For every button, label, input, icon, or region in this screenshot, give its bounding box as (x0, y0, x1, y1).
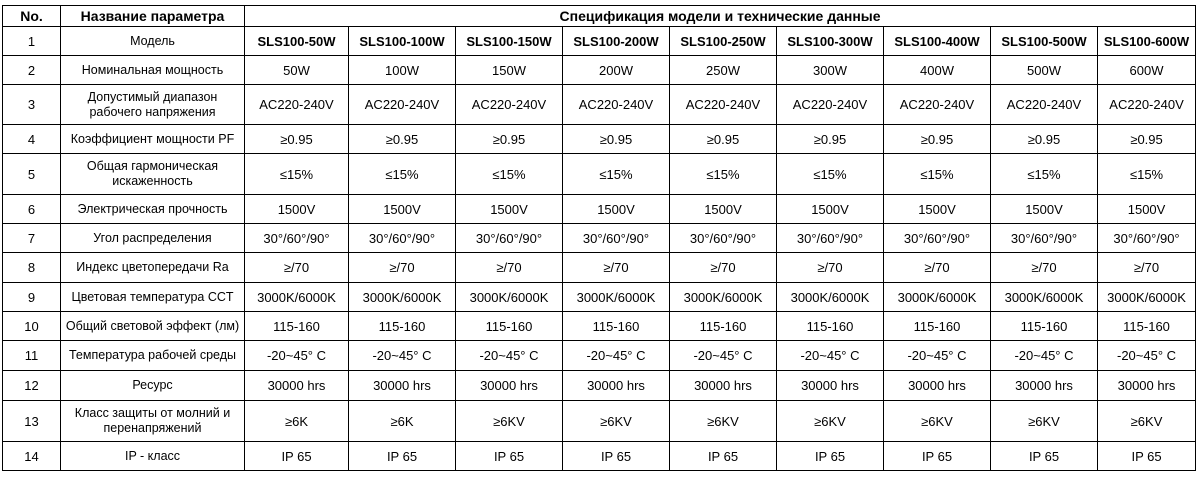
spec-value-cell: 30°/60°/90° (777, 224, 884, 253)
spec-value-cell: IP 65 (884, 442, 991, 471)
model-name-cell: SLS100-600W (1098, 27, 1196, 56)
spec-value-cell: ≥/70 (991, 253, 1098, 283)
spec-value-cell: 1500V (1098, 195, 1196, 224)
spec-value-cell: ≥0.95 (1098, 125, 1196, 154)
spec-value-cell: -20~45° C (563, 341, 670, 371)
spec-value-cell: -20~45° C (456, 341, 563, 371)
row-number: 14 (3, 442, 61, 471)
spec-value-cell: ≥0.95 (884, 125, 991, 154)
spec-value-cell: 1500V (670, 195, 777, 224)
spec-value-cell: 115-160 (991, 312, 1098, 341)
spec-value-cell: ≤15% (884, 154, 991, 195)
table-header-row (3, 6, 1196, 27)
row-number: 13 (3, 401, 61, 442)
spec-value-cell: ≥6KV (456, 401, 563, 442)
spec-value-cell: 30000 hrs (563, 371, 670, 401)
header-no: No. (3, 6, 61, 27)
model-name-cell: SLS100-300W (777, 27, 884, 56)
param-name: Номинальная мощность (61, 56, 245, 85)
spec-value-cell: ≤15% (991, 154, 1098, 195)
spec-value-cell: IP 65 (670, 442, 777, 471)
spec-value-cell: ≤15% (777, 154, 884, 195)
row-number: 2 (3, 56, 61, 85)
spec-value-cell: 115-160 (884, 312, 991, 341)
spec-value-cell: AC220-240V (991, 85, 1098, 125)
spec-value-cell: AC220-240V (349, 85, 456, 125)
spec-value-cell: 30°/60°/90° (456, 224, 563, 253)
model-name-cell: SLS100-50W (245, 27, 349, 56)
table-row (3, 27, 1196, 56)
param-name: Общая гармоническая искаженность (61, 154, 245, 195)
spec-value-cell: 1500V (884, 195, 991, 224)
table-row (3, 401, 1196, 442)
spec-value-cell: ≥6KV (991, 401, 1098, 442)
spec-value-cell: 30°/60°/90° (245, 224, 349, 253)
spec-value-cell: ≥/70 (1098, 253, 1196, 283)
spec-sheet (2, 5, 1195, 471)
spec-value-cell: 3000K/6000K (777, 283, 884, 312)
spec-value-cell: 3000K/6000K (884, 283, 991, 312)
spec-value-cell: IP 65 (456, 442, 563, 471)
spec-value-cell: 250W (670, 56, 777, 85)
spec-value-cell: AC220-240V (456, 85, 563, 125)
spec-value-cell: ≥6KV (884, 401, 991, 442)
row-number: 5 (3, 154, 61, 195)
spec-value-cell: ≤15% (563, 154, 670, 195)
row-number: 4 (3, 125, 61, 154)
spec-value-cell: 400W (884, 56, 991, 85)
table-body (3, 27, 1196, 471)
spec-value-cell: ≥/70 (456, 253, 563, 283)
spec-value-cell: 1500V (245, 195, 349, 224)
spec-value-cell: AC220-240V (884, 85, 991, 125)
table-row (3, 371, 1196, 401)
spec-value-cell: 1500V (456, 195, 563, 224)
row-number: 3 (3, 85, 61, 125)
spec-value-cell: 3000K/6000K (991, 283, 1098, 312)
table-row (3, 85, 1196, 125)
spec-value-cell: IP 65 (991, 442, 1098, 471)
spec-value-cell: 3000K/6000K (456, 283, 563, 312)
spec-value-cell: AC220-240V (777, 85, 884, 125)
table-row (3, 56, 1196, 85)
spec-table (2, 5, 1196, 471)
spec-value-cell: AC220-240V (563, 85, 670, 125)
spec-value-cell: IP 65 (349, 442, 456, 471)
spec-value-cell: 1500V (991, 195, 1098, 224)
spec-value-cell: ≥6KV (777, 401, 884, 442)
spec-value-cell: AC220-240V (245, 85, 349, 125)
table-row (3, 195, 1196, 224)
spec-value-cell: 200W (563, 56, 670, 85)
param-name: Электрическая прочность (61, 195, 245, 224)
table-row (3, 125, 1196, 154)
param-name: Модель (61, 27, 245, 56)
spec-value-cell: ≤15% (670, 154, 777, 195)
spec-value-cell: 115-160 (349, 312, 456, 341)
spec-value-cell: 3000K/6000K (563, 283, 670, 312)
spec-value-cell: ≥0.95 (456, 125, 563, 154)
spec-value-cell: 600W (1098, 56, 1196, 85)
spec-value-cell: 30°/60°/90° (1098, 224, 1196, 253)
table-row (3, 224, 1196, 253)
spec-value-cell: ≥0.95 (563, 125, 670, 154)
spec-value-cell: -20~45° C (991, 341, 1098, 371)
spec-value-cell: ≥/70 (884, 253, 991, 283)
spec-value-cell: ≥0.95 (991, 125, 1098, 154)
spec-value-cell: ≥6K (245, 401, 349, 442)
spec-value-cell: 115-160 (245, 312, 349, 341)
table-row (3, 341, 1196, 371)
spec-value-cell: 30000 hrs (670, 371, 777, 401)
param-name: Общий световой эффект (лм) (61, 312, 245, 341)
spec-value-cell: 30°/60°/90° (991, 224, 1098, 253)
param-name: Цветовая температура CCT (61, 283, 245, 312)
model-name-cell: SLS100-400W (884, 27, 991, 56)
spec-value-cell: 30°/60°/90° (563, 224, 670, 253)
table-row (3, 312, 1196, 341)
spec-value-cell: 30°/60°/90° (349, 224, 456, 253)
spec-value-cell: ≥6KV (670, 401, 777, 442)
table-row (3, 253, 1196, 283)
spec-value-cell: ≤15% (1098, 154, 1196, 195)
row-number: 8 (3, 253, 61, 283)
param-name: Индекс цветопередачи Ra (61, 253, 245, 283)
spec-value-cell: 30000 hrs (1098, 371, 1196, 401)
spec-value-cell: 1500V (349, 195, 456, 224)
param-name: Ресурс (61, 371, 245, 401)
spec-value-cell: ≥/70 (349, 253, 456, 283)
spec-value-cell: ≤15% (456, 154, 563, 195)
spec-value-cell: 150W (456, 56, 563, 85)
spec-value-cell: -20~45° C (1098, 341, 1196, 371)
spec-value-cell: 115-160 (777, 312, 884, 341)
spec-value-cell: ≥0.95 (245, 125, 349, 154)
spec-value-cell: 3000K/6000K (245, 283, 349, 312)
row-number: 1 (3, 27, 61, 56)
table-row (3, 442, 1196, 471)
spec-value-cell: 1500V (777, 195, 884, 224)
spec-value-cell: 3000K/6000K (670, 283, 777, 312)
param-name: Допустимый диапазон рабочего напряжения (61, 85, 245, 125)
spec-value-cell: 30000 hrs (456, 371, 563, 401)
spec-value-cell: 30000 hrs (245, 371, 349, 401)
model-name-cell: SLS100-100W (349, 27, 456, 56)
param-name: Коэффициент мощности PF (61, 125, 245, 154)
spec-value-cell: IP 65 (563, 442, 670, 471)
spec-value-cell: 100W (349, 56, 456, 85)
spec-value-cell: -20~45° C (777, 341, 884, 371)
spec-value-cell: ≥/70 (563, 253, 670, 283)
spec-value-cell: 3000K/6000K (349, 283, 456, 312)
spec-value-cell: ≥6K (349, 401, 456, 442)
row-number: 7 (3, 224, 61, 253)
row-number: 12 (3, 371, 61, 401)
spec-value-cell: 30000 hrs (884, 371, 991, 401)
spec-value-cell: 115-160 (1098, 312, 1196, 341)
model-name-cell: SLS100-200W (563, 27, 670, 56)
param-name: IP - класс (61, 442, 245, 471)
param-name: Угол распределения (61, 224, 245, 253)
spec-value-cell: 115-160 (670, 312, 777, 341)
row-number: 11 (3, 341, 61, 371)
spec-value-cell: 30°/60°/90° (884, 224, 991, 253)
spec-value-cell: 30°/60°/90° (670, 224, 777, 253)
spec-value-cell: AC220-240V (1098, 85, 1196, 125)
spec-value-cell: AC220-240V (670, 85, 777, 125)
spec-value-cell: ≥6KV (563, 401, 670, 442)
spec-value-cell: ≤15% (349, 154, 456, 195)
param-name: Класс защиты от молний и перенапряжений (61, 401, 245, 442)
spec-value-cell: ≥6KV (1098, 401, 1196, 442)
spec-value-cell: 30000 hrs (349, 371, 456, 401)
model-name-cell: SLS100-250W (670, 27, 777, 56)
spec-value-cell: ≥0.95 (777, 125, 884, 154)
spec-value-cell: 50W (245, 56, 349, 85)
spec-value-cell: ≥0.95 (349, 125, 456, 154)
spec-value-cell: ≥0.95 (670, 125, 777, 154)
spec-value-cell: 500W (991, 56, 1098, 85)
spec-value-cell: IP 65 (777, 442, 884, 471)
row-number: 9 (3, 283, 61, 312)
spec-value-cell: ≤15% (245, 154, 349, 195)
spec-value-cell: 300W (777, 56, 884, 85)
spec-value-cell: 1500V (563, 195, 670, 224)
spec-value-cell: 115-160 (456, 312, 563, 341)
spec-value-cell: 115-160 (563, 312, 670, 341)
spec-value-cell: -20~45° C (670, 341, 777, 371)
row-number: 10 (3, 312, 61, 341)
table-row (3, 283, 1196, 312)
spec-value-cell: ≥/70 (670, 253, 777, 283)
param-name: Температура рабочей среды (61, 341, 245, 371)
spec-value-cell: 30000 hrs (777, 371, 884, 401)
spec-value-cell: -20~45° C (349, 341, 456, 371)
spec-value-cell: -20~45° C (245, 341, 349, 371)
spec-value-cell: ≥/70 (777, 253, 884, 283)
header-param: Название параметра (61, 6, 245, 27)
spec-value-cell: ≥/70 (245, 253, 349, 283)
spec-value-cell: IP 65 (245, 442, 349, 471)
spec-value-cell: 30000 hrs (991, 371, 1098, 401)
spec-value-cell: 3000K/6000K (1098, 283, 1196, 312)
spec-value-cell: -20~45° C (884, 341, 991, 371)
row-number: 6 (3, 195, 61, 224)
table-row (3, 154, 1196, 195)
spec-value-cell: IP 65 (1098, 442, 1196, 471)
model-name-cell: SLS100-150W (456, 27, 563, 56)
model-name-cell: SLS100-500W (991, 27, 1098, 56)
header-spec: Спецификация модели и технические данные (245, 6, 1196, 27)
